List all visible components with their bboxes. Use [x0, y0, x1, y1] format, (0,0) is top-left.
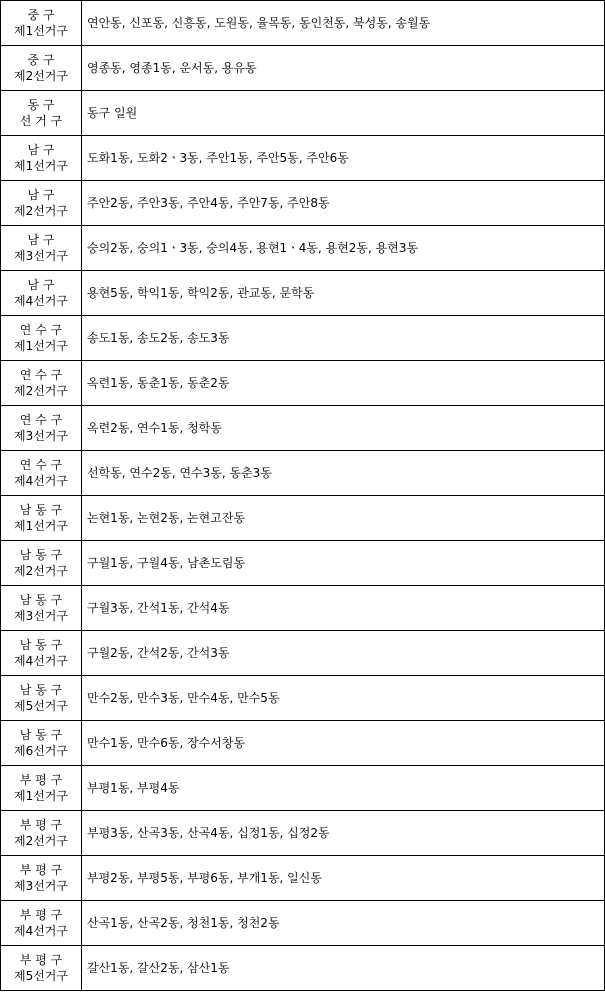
gu-name: 부 평 구 — [19, 773, 63, 787]
gu-name: 남 동 구 — [19, 683, 63, 697]
gu-name: 연 수 구 — [19, 368, 63, 382]
gu-name: 남 구 — [27, 188, 55, 202]
district-name-cell — [1, 631, 82, 676]
district-name-cell — [1, 181, 82, 226]
district-label: 제4선거구 — [13, 654, 68, 668]
table-row — [1, 406, 605, 451]
table-row — [1, 541, 605, 586]
district-table-body — [1, 1, 605, 991]
table-row — [1, 451, 605, 496]
district-areas-cell: 갈산1동, 갈산2동, 삼산1동 — [82, 946, 605, 991]
district-areas-cell: 동구 일원 — [82, 91, 605, 136]
table-row — [1, 766, 605, 811]
district-label: 제2선거구 — [13, 564, 68, 578]
district-name-cell — [1, 586, 82, 631]
district-label: 제6선거구 — [13, 744, 68, 758]
district-label: 제4선거구 — [13, 474, 68, 488]
gu-name: 남 동 구 — [19, 593, 63, 607]
district-name-cell — [1, 1, 82, 46]
table-row — [1, 1, 605, 46]
district-name-cell — [1, 541, 82, 586]
district-label: 제1선거구 — [13, 339, 68, 353]
gu-name: 동 구 — [27, 98, 55, 112]
district-name-cell — [1, 451, 82, 496]
district-label: 제4선거구 — [13, 924, 68, 938]
gu-name: 남 동 구 — [19, 503, 63, 517]
table-row — [1, 496, 605, 541]
district-name-cell — [1, 271, 82, 316]
table-row — [1, 226, 605, 271]
gu-name: 남 구 — [27, 278, 55, 292]
gu-name: 남 구 — [27, 143, 55, 157]
district-name-cell — [1, 946, 82, 991]
district-areas-cell: 주안2동, 주안3동, 주안4동, 주안7동, 주안8동 — [82, 181, 605, 226]
gu-name: 부 평 구 — [19, 863, 63, 877]
district-name-cell — [1, 901, 82, 946]
gu-name: 부 평 구 — [19, 908, 63, 922]
gu-name: 연 수 구 — [19, 413, 63, 427]
district-label: 선 거 구 — [19, 114, 63, 128]
district-label: 제4선거구 — [13, 294, 68, 308]
district-areas-cell: 옥련1동, 동춘1동, 동춘2동 — [82, 361, 605, 406]
district-name-cell — [1, 766, 82, 811]
district-areas-cell: 만수2동, 만수3동, 만수4동, 만수5동 — [82, 676, 605, 721]
district-name-cell — [1, 316, 82, 361]
table-row — [1, 631, 605, 676]
gu-name: 남 동 구 — [19, 638, 63, 652]
table-row — [1, 181, 605, 226]
district-areas-cell: 연안동, 신포동, 신흥동, 도원동, 율목동, 동인천동, 북성동, 송월동 — [82, 1, 605, 46]
district-label: 제3선거구 — [13, 429, 68, 443]
district-label: 제2선거구 — [13, 834, 68, 848]
table-row — [1, 676, 605, 721]
gu-name: 남 동 구 — [19, 548, 63, 562]
gu-name: 중 구 — [27, 53, 55, 67]
gu-name: 연 수 구 — [19, 323, 63, 337]
gu-name: 남 동 구 — [19, 728, 63, 742]
district-label: 제1선거구 — [13, 519, 68, 533]
district-name-cell — [1, 226, 82, 271]
gu-name: 남 구 — [27, 233, 55, 247]
district-areas-cell: 영종동, 영종1동, 운서동, 용유동 — [82, 46, 605, 91]
district-label: 제3선거구 — [13, 249, 68, 263]
table-row — [1, 271, 605, 316]
district-label: 제2선거구 — [13, 69, 68, 83]
district-name-cell — [1, 46, 82, 91]
district-areas-cell: 만수1동, 만수6동, 장수서창동 — [82, 721, 605, 766]
district-name-cell — [1, 136, 82, 181]
district-areas-cell: 옥련2동, 연수1동, 청학동 — [82, 406, 605, 451]
district-areas-cell: 논현1동, 논현2동, 논현고잔동 — [82, 496, 605, 541]
district-label: 제1선거구 — [13, 789, 68, 803]
district-label: 제5선거구 — [13, 969, 68, 983]
district-areas-cell: 숭의2동, 숭의1ㆍ3동, 숭의4동, 용현1ㆍ4동, 용현2동, 용현3동 — [82, 226, 605, 271]
district-label: 제2선거구 — [13, 384, 68, 398]
table-row — [1, 946, 605, 991]
district-areas-cell: 산곡1동, 산곡2동, 청천1동, 청천2동 — [82, 901, 605, 946]
district-label: 제3선거구 — [13, 609, 68, 623]
district-areas-cell: 구월1동, 구월4동, 남촌도림동 — [82, 541, 605, 586]
district-areas-cell: 용현5동, 학익1동, 학익2동, 관교동, 문학동 — [82, 271, 605, 316]
district-name-cell — [1, 361, 82, 406]
district-areas-cell: 부평2동, 부평5동, 부평6동, 부개1동, 일신동 — [82, 856, 605, 901]
table-row — [1, 361, 605, 406]
table-row — [1, 721, 605, 766]
district-name-cell — [1, 496, 82, 541]
district-name-cell — [1, 676, 82, 721]
district-label: 제1선거구 — [13, 159, 68, 173]
district-areas-cell: 선학동, 연수2동, 연수3동, 동춘3동 — [82, 451, 605, 496]
district-areas-cell: 송도1동, 송도2동, 송도3동 — [82, 316, 605, 361]
district-name-cell — [1, 856, 82, 901]
gu-name: 중 구 — [27, 8, 55, 22]
district-areas-cell: 도화1동, 도화2ㆍ3동, 주안1동, 주안5동, 주안6동 — [82, 136, 605, 181]
table-row — [1, 136, 605, 181]
district-label: 제2선거구 — [13, 204, 68, 218]
gu-name: 부 평 구 — [19, 953, 63, 967]
table-row — [1, 811, 605, 856]
district-label: 제5선거구 — [13, 699, 68, 713]
table-row — [1, 856, 605, 901]
gu-name: 부 평 구 — [19, 818, 63, 832]
table-row — [1, 46, 605, 91]
district-name-cell — [1, 811, 82, 856]
district-areas-cell: 부평3동, 산곡3동, 산곡4동, 십정1동, 십정2동 — [82, 811, 605, 856]
table-row — [1, 316, 605, 361]
district-name-cell — [1, 406, 82, 451]
district-areas-cell: 부평1동, 부평4동 — [82, 766, 605, 811]
district-label: 제1선거구 — [13, 24, 68, 38]
district-name-cell — [1, 91, 82, 136]
table-row — [1, 91, 605, 136]
district-areas-cell: 구월3동, 간석1동, 간석4동 — [82, 586, 605, 631]
table-row — [1, 586, 605, 631]
table-row — [1, 901, 605, 946]
district-name-cell — [1, 721, 82, 766]
district-label: 제3선거구 — [13, 879, 68, 893]
district-areas-cell: 구월2동, 간석2동, 간석3동 — [82, 631, 605, 676]
gu-name: 연 수 구 — [19, 458, 63, 472]
